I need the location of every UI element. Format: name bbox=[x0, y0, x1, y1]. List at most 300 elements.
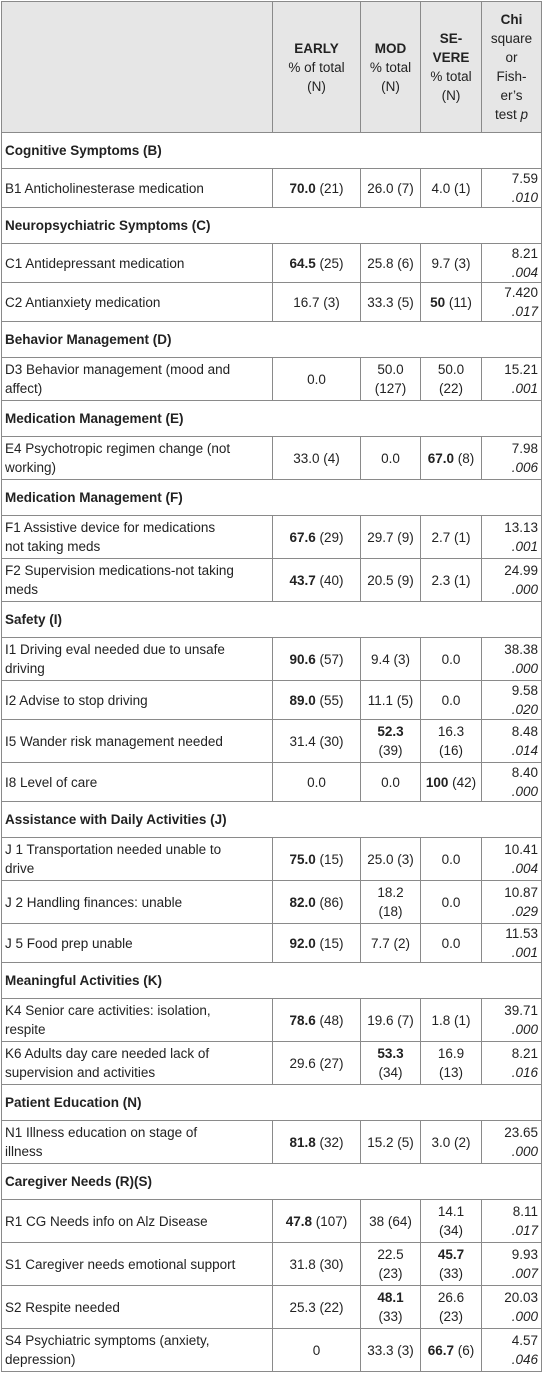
cell-mod-value: 25.8 (6) bbox=[367, 255, 414, 271]
cell-mod-bold: 48.1 bbox=[377, 1290, 404, 1305]
row-label-line: B1 Anticholinesterase medication bbox=[5, 180, 204, 196]
section-title: Cognitive Symptoms (B) bbox=[2, 133, 542, 169]
cell-early-value: (29) bbox=[315, 529, 344, 545]
cell-sev bbox=[421, 1200, 482, 1243]
table-row bbox=[2, 559, 542, 602]
cell-mod bbox=[361, 1286, 421, 1329]
table-row bbox=[2, 1286, 542, 1329]
cell-sev-value: (8) bbox=[454, 450, 475, 466]
table-row bbox=[2, 838, 542, 881]
cell-mod-value: 20.5 (9) bbox=[367, 572, 414, 588]
table-body bbox=[2, 133, 542, 1372]
cell-early-bold: 81.8 bbox=[289, 1134, 316, 1150]
cell-mod-value: 29.7 (9) bbox=[367, 529, 414, 545]
cell-chi bbox=[482, 681, 542, 720]
cell-mod bbox=[361, 838, 421, 881]
cell-mod-bold: 53.3 bbox=[377, 1046, 404, 1061]
chi-value: 11.53 bbox=[505, 926, 538, 941]
cell-chi bbox=[482, 1042, 542, 1085]
cell-sev-value: 16.9 bbox=[437, 1046, 465, 1061]
chi-value: 8.21 bbox=[511, 1046, 538, 1061]
cell-sev-count: (23) bbox=[438, 1309, 463, 1324]
cell-mod bbox=[361, 763, 421, 802]
cell-early-bold: 70.0 bbox=[289, 180, 316, 196]
row-label bbox=[2, 516, 273, 559]
row-label bbox=[2, 763, 273, 802]
cell-chi bbox=[482, 516, 542, 559]
cell-sev-bold: 100 bbox=[425, 774, 449, 790]
row-label-line: K4 Senior care activities: isolation, bbox=[5, 1003, 211, 1018]
cell-early-value: 0.0 bbox=[307, 371, 326, 387]
cell-mod-value: 0.0 bbox=[381, 774, 400, 790]
row-label bbox=[2, 924, 273, 963]
cell-sev bbox=[421, 244, 482, 283]
cell-sev bbox=[421, 169, 482, 208]
cell-sev bbox=[421, 1286, 482, 1329]
cell-early-value: 31.8 (30) bbox=[289, 1256, 344, 1272]
row-label-line: drive bbox=[5, 861, 35, 876]
cell-mod bbox=[361, 1121, 421, 1164]
cell-early bbox=[273, 1329, 361, 1372]
table-row bbox=[2, 681, 542, 720]
cell-mod bbox=[361, 1329, 421, 1372]
cell-sev-value: 3.0 (2) bbox=[431, 1134, 471, 1150]
table-row bbox=[2, 1243, 542, 1286]
cell-mod-value: 19.6 (7) bbox=[367, 1012, 414, 1028]
chi-value: 15.21 bbox=[504, 362, 538, 377]
p-value: .029 bbox=[511, 904, 538, 919]
cell-sev-count: (33) bbox=[438, 1266, 463, 1281]
row-label bbox=[2, 358, 273, 401]
p-value: .017 bbox=[511, 304, 538, 319]
cell-early-bold: 82.0 bbox=[289, 894, 316, 910]
cell-early bbox=[273, 1243, 361, 1286]
table-row bbox=[2, 244, 542, 283]
cell-early-bold: 47.8 bbox=[285, 1213, 312, 1229]
cell-sev-bold: 50 bbox=[430, 294, 446, 310]
chi-value: 8.48 bbox=[511, 724, 538, 739]
cell-sev bbox=[421, 838, 482, 881]
header-severe: SE- VERE % total (N) bbox=[421, 2, 482, 133]
cell-mod bbox=[361, 244, 421, 283]
cell-early-bold: 92.0 bbox=[289, 935, 316, 951]
row-label-line: D3 Behavior management (mood and bbox=[5, 362, 231, 377]
cell-mod-value: 0.0 bbox=[381, 450, 400, 466]
p-value: .000 bbox=[511, 661, 538, 676]
table-row bbox=[2, 516, 542, 559]
cell-early-value: (32) bbox=[315, 1134, 344, 1150]
row-label-line: S1 Caregiver needs emotional support bbox=[5, 1256, 236, 1272]
table-row bbox=[2, 720, 542, 763]
row-label-line: depression) bbox=[5, 1352, 76, 1367]
cell-early bbox=[273, 283, 361, 322]
header-chi-square: Chi square or Fish- er’s test p bbox=[482, 2, 542, 133]
chi-value: 7.420 bbox=[504, 285, 538, 300]
row-label bbox=[2, 437, 273, 480]
cell-sev bbox=[421, 437, 482, 480]
row-label-line: I8 Level of care bbox=[5, 774, 98, 790]
cell-mod bbox=[361, 1042, 421, 1085]
cell-early bbox=[273, 1042, 361, 1085]
section-title: Assistance with Daily Activities (J) bbox=[2, 802, 542, 838]
cell-mod bbox=[361, 283, 421, 322]
cell-chi bbox=[482, 720, 542, 763]
cell-sev-value: 0.0 bbox=[441, 651, 461, 667]
cell-mod-count: (23) bbox=[378, 1266, 403, 1281]
row-label-line: I5 Wander risk management needed bbox=[5, 733, 223, 749]
cell-chi bbox=[482, 1121, 542, 1164]
table-row bbox=[2, 763, 542, 802]
cell-sev-value: 0.0 bbox=[441, 692, 461, 708]
cell-mod bbox=[361, 516, 421, 559]
row-label bbox=[2, 1243, 273, 1286]
p-value: .000 bbox=[511, 1022, 538, 1037]
cell-mod bbox=[361, 1243, 421, 1286]
header-early: EARLY % of total (N) bbox=[273, 2, 361, 133]
cell-sev bbox=[421, 763, 482, 802]
p-value: .004 bbox=[511, 265, 538, 280]
row-label-line: F2 Supervision medications-not taking bbox=[5, 563, 234, 578]
cell-sev bbox=[421, 1243, 482, 1286]
row-label-line: illness bbox=[5, 1144, 43, 1159]
cell-sev bbox=[421, 999, 482, 1042]
cell-early-value: 31.4 (30) bbox=[289, 733, 344, 749]
chi-value: 7.98 bbox=[511, 441, 538, 456]
cell-mod bbox=[361, 638, 421, 681]
row-label bbox=[2, 1121, 273, 1164]
chi-value: 4.57 bbox=[511, 1333, 538, 1348]
row-label-line: N1 Illness education on stage of bbox=[5, 1125, 198, 1140]
cell-mod-count: (127) bbox=[374, 381, 407, 396]
row-label-line: R1 CG Needs info on Alz Disease bbox=[5, 1213, 208, 1229]
cell-mod-value: 50.0 bbox=[377, 362, 404, 377]
cell-sev-bold: 45.7 bbox=[437, 1247, 465, 1262]
cell-mod bbox=[361, 559, 421, 602]
table-row bbox=[2, 437, 542, 480]
cell-early-value: (55) bbox=[315, 692, 344, 708]
section-row bbox=[2, 802, 542, 838]
p-value: .001 bbox=[511, 539, 538, 554]
row-label bbox=[2, 559, 273, 602]
p-value: .006 bbox=[511, 460, 538, 475]
cell-mod-value: 25.0 (3) bbox=[367, 851, 414, 867]
results-table bbox=[1, 1, 542, 1372]
cell-early-value: 16.7 (3) bbox=[293, 294, 340, 310]
table-row bbox=[2, 999, 542, 1042]
cell-early-bold: 90.6 bbox=[289, 651, 316, 667]
section-title: Meaningful Activities (K) bbox=[2, 963, 542, 999]
section-title: Medication Management (E) bbox=[2, 401, 542, 437]
cell-chi bbox=[482, 169, 542, 208]
table-row bbox=[2, 1329, 542, 1372]
p-value: .001 bbox=[511, 945, 538, 960]
cell-early bbox=[273, 437, 361, 480]
cell-mod bbox=[361, 681, 421, 720]
p-value: .014 bbox=[511, 743, 538, 758]
cell-mod-count: (33) bbox=[378, 1309, 403, 1324]
chi-value: 10.41 bbox=[504, 842, 538, 857]
row-label bbox=[2, 283, 273, 322]
row-label bbox=[2, 720, 273, 763]
cell-chi bbox=[482, 1243, 542, 1286]
cell-sev-count: (13) bbox=[438, 1065, 463, 1080]
cell-sev-value: (42) bbox=[448, 774, 477, 790]
row-label-line: affect) bbox=[5, 381, 43, 396]
cell-early bbox=[273, 358, 361, 401]
cell-early bbox=[273, 999, 361, 1042]
table-row bbox=[2, 1042, 542, 1085]
p-value: .000 bbox=[511, 1309, 538, 1324]
row-label bbox=[2, 1286, 273, 1329]
cell-mod-value: 26.0 (7) bbox=[367, 180, 414, 196]
chi-value: 24.99 bbox=[504, 563, 538, 578]
cell-chi bbox=[482, 283, 542, 322]
section-row bbox=[2, 322, 542, 358]
p-value: .000 bbox=[511, 582, 538, 597]
cell-sev bbox=[421, 924, 482, 963]
cell-sev-value: 50.0 bbox=[437, 362, 465, 377]
cell-mod-value: 15.2 (5) bbox=[367, 1134, 414, 1150]
section-row bbox=[2, 1164, 542, 1200]
chi-value: 8.40 bbox=[511, 765, 538, 780]
row-label-line: F1 Assistive device for medications bbox=[5, 520, 216, 535]
cell-mod-value: 11.1 (5) bbox=[367, 692, 414, 708]
row-label bbox=[2, 638, 273, 681]
row-label bbox=[2, 881, 273, 924]
cell-sev-value: 0.0 bbox=[441, 935, 461, 951]
cell-early-value: (15) bbox=[315, 851, 344, 867]
p-value: .017 bbox=[511, 1223, 538, 1238]
cell-chi bbox=[482, 358, 542, 401]
cell-early bbox=[273, 681, 361, 720]
cell-early-value: (40) bbox=[315, 572, 344, 588]
cell-early-value: (57) bbox=[315, 651, 344, 667]
cell-early-value: 25.3 (22) bbox=[289, 1299, 344, 1315]
cell-sev bbox=[421, 559, 482, 602]
cell-early-value: 0.0 bbox=[307, 774, 326, 790]
p-value: .020 bbox=[511, 702, 538, 717]
table-row bbox=[2, 924, 542, 963]
cell-sev-value: 2.7 (1) bbox=[431, 529, 471, 545]
cell-chi bbox=[482, 1286, 542, 1329]
cell-mod bbox=[361, 924, 421, 963]
chi-value: 13.13 bbox=[504, 520, 538, 535]
row-label-line: I2 Advise to stop driving bbox=[5, 692, 148, 708]
cell-mod-value: 33.3 (5) bbox=[367, 294, 414, 310]
chi-value: 9.93 bbox=[511, 1247, 538, 1262]
section-title: Safety (I) bbox=[2, 602, 542, 638]
chi-value: 38.38 bbox=[504, 642, 538, 657]
cell-mod bbox=[361, 1200, 421, 1243]
cell-mod-value: 33.3 (3) bbox=[367, 1342, 414, 1358]
cell-sev-count: (16) bbox=[438, 743, 463, 758]
cell-early bbox=[273, 1286, 361, 1329]
section-row bbox=[2, 401, 542, 437]
cell-early-value: (15) bbox=[315, 935, 344, 951]
cell-mod bbox=[361, 169, 421, 208]
cell-chi bbox=[482, 763, 542, 802]
table-row bbox=[2, 358, 542, 401]
p-value: .004 bbox=[511, 861, 538, 876]
row-label-line: not taking meds bbox=[5, 539, 101, 554]
table-row bbox=[2, 638, 542, 681]
cell-early bbox=[273, 838, 361, 881]
cell-mod bbox=[361, 881, 421, 924]
cell-mod-count: (18) bbox=[378, 904, 403, 919]
row-label bbox=[2, 1329, 273, 1372]
cell-sev-value: (11) bbox=[445, 294, 472, 310]
row-label-line: J 1 Transportation needed unable to bbox=[5, 842, 222, 857]
cell-sev bbox=[421, 1121, 482, 1164]
section-row bbox=[2, 1085, 542, 1121]
cell-sev-value: 26.6 bbox=[437, 1290, 465, 1305]
cell-early bbox=[273, 720, 361, 763]
section-row bbox=[2, 602, 542, 638]
p-value: .046 bbox=[511, 1352, 538, 1367]
section-title: Patient Education (N) bbox=[2, 1085, 542, 1121]
cell-chi bbox=[482, 559, 542, 602]
cell-mod bbox=[361, 999, 421, 1042]
row-label-line: driving bbox=[5, 661, 45, 676]
section-title: Caregiver Needs (R)(S) bbox=[2, 1164, 542, 1200]
chi-value: 39.71 bbox=[504, 1003, 538, 1018]
cell-sev-value: 0.0 bbox=[441, 851, 461, 867]
row-label-line: K6 Adults day care needed lack of bbox=[5, 1046, 210, 1061]
chi-value: 10.87 bbox=[504, 885, 538, 900]
cell-sev-value: (6) bbox=[454, 1342, 475, 1358]
chi-value: 8.21 bbox=[511, 246, 538, 261]
cell-chi bbox=[482, 838, 542, 881]
cell-sev-value: 16.3 bbox=[437, 724, 465, 739]
cell-early bbox=[273, 516, 361, 559]
cell-early-bold: 64.5 bbox=[289, 255, 316, 271]
cell-sev bbox=[421, 283, 482, 322]
row-label-line: respite bbox=[5, 1022, 46, 1037]
p-value: .010 bbox=[511, 190, 538, 205]
chi-value: 23.65 bbox=[504, 1125, 538, 1140]
cell-chi bbox=[482, 244, 542, 283]
row-label-line: supervision and activities bbox=[5, 1065, 156, 1080]
row-label-line: S2 Respite needed bbox=[5, 1299, 120, 1315]
row-label bbox=[2, 169, 273, 208]
table-row bbox=[2, 1200, 542, 1243]
cell-mod bbox=[361, 437, 421, 480]
row-label bbox=[2, 681, 273, 720]
cell-sev bbox=[421, 358, 482, 401]
cell-sev-bold: 67.0 bbox=[427, 450, 455, 466]
table-row bbox=[2, 283, 542, 322]
cell-sev bbox=[421, 881, 482, 924]
cell-mod-value: 22.5 bbox=[377, 1247, 404, 1262]
section-row bbox=[2, 133, 542, 169]
table-row bbox=[2, 169, 542, 208]
cell-mod-bold: 52.3 bbox=[377, 724, 404, 739]
row-label bbox=[2, 999, 273, 1042]
table-row bbox=[2, 881, 542, 924]
row-label-line: E4 Psychotropic regimen change (not bbox=[5, 441, 231, 456]
chi-value: 20.03 bbox=[504, 1290, 538, 1305]
cell-early-bold: 67.6 bbox=[289, 529, 316, 545]
row-label bbox=[2, 1042, 273, 1085]
cell-sev-value: 4.0 (1) bbox=[431, 180, 471, 196]
cell-early bbox=[273, 638, 361, 681]
cell-early-value: (21) bbox=[315, 180, 344, 196]
cell-chi bbox=[482, 1329, 542, 1372]
cell-sev bbox=[421, 681, 482, 720]
cell-sev-value: 14.1 bbox=[437, 1204, 465, 1219]
row-label bbox=[2, 244, 273, 283]
cell-sev-count: (34) bbox=[438, 1223, 463, 1238]
row-label-line: S4 Psychiatric symptoms (anxiety, bbox=[5, 1333, 210, 1348]
cell-mod-count: (34) bbox=[378, 1065, 403, 1080]
cell-early bbox=[273, 559, 361, 602]
row-label-line: meds bbox=[5, 582, 39, 597]
row-label-line: C2 Antianxiety medication bbox=[5, 294, 161, 310]
cell-sev-count: (22) bbox=[438, 381, 463, 396]
cell-sev-value: 2.3 (1) bbox=[431, 572, 471, 588]
cell-sev-value: 0.0 bbox=[441, 894, 461, 910]
cell-sev bbox=[421, 638, 482, 681]
row-label-line: J 5 Food prep unable bbox=[5, 935, 133, 951]
cell-chi bbox=[482, 924, 542, 963]
cell-chi bbox=[482, 638, 542, 681]
cell-early-bold: 75.0 bbox=[289, 851, 316, 867]
header-row bbox=[2, 2, 542, 133]
cell-sev bbox=[421, 720, 482, 763]
cell-mod-value: 18.2 bbox=[377, 885, 404, 900]
cell-sev-value: 9.7 (3) bbox=[431, 255, 471, 271]
row-label bbox=[2, 1200, 273, 1243]
cell-early-bold: 89.0 bbox=[289, 692, 316, 708]
cell-mod-value: 9.4 (3) bbox=[370, 651, 411, 667]
section-row bbox=[2, 208, 542, 244]
cell-mod bbox=[361, 358, 421, 401]
section-title: Neuropsychiatric Symptoms (C) bbox=[2, 208, 542, 244]
cell-sev bbox=[421, 1042, 482, 1085]
chi-value: 8.11 bbox=[512, 1204, 538, 1219]
cell-early-value: (25) bbox=[315, 255, 344, 271]
header-mod: MOD % total (N) bbox=[361, 2, 421, 133]
cell-mod bbox=[361, 720, 421, 763]
cell-early bbox=[273, 169, 361, 208]
section-title: Behavior Management (D) bbox=[2, 322, 542, 358]
cell-mod-value: 38 (64) bbox=[369, 1213, 412, 1229]
row-label bbox=[2, 838, 273, 881]
section-row bbox=[2, 963, 542, 999]
p-value: .016 bbox=[511, 1065, 538, 1080]
cell-early bbox=[273, 924, 361, 963]
cell-early-value: 33.0 (4) bbox=[293, 450, 340, 466]
row-label-line: I1 Driving eval needed due to unsafe bbox=[5, 642, 225, 657]
cell-early bbox=[273, 881, 361, 924]
cell-early-value: 29.6 (27) bbox=[289, 1055, 344, 1071]
cell-sev bbox=[421, 516, 482, 559]
cell-sev bbox=[421, 1329, 482, 1372]
cell-early-value: (86) bbox=[315, 894, 344, 910]
row-label-line: working) bbox=[5, 460, 57, 475]
p-value: .001 bbox=[511, 381, 538, 396]
cell-early-value: 0 bbox=[312, 1342, 321, 1358]
cell-early-value: (48) bbox=[315, 1012, 344, 1028]
cell-mod-value: 7.7 (2) bbox=[370, 935, 411, 951]
p-value: .000 bbox=[511, 1144, 538, 1159]
p-value: .000 bbox=[511, 784, 538, 799]
cell-early bbox=[273, 1200, 361, 1243]
header-item-col bbox=[2, 2, 273, 133]
cell-early-bold: 78.6 bbox=[289, 1012, 316, 1028]
p-value: .007 bbox=[511, 1266, 538, 1281]
table-row bbox=[2, 1121, 542, 1164]
